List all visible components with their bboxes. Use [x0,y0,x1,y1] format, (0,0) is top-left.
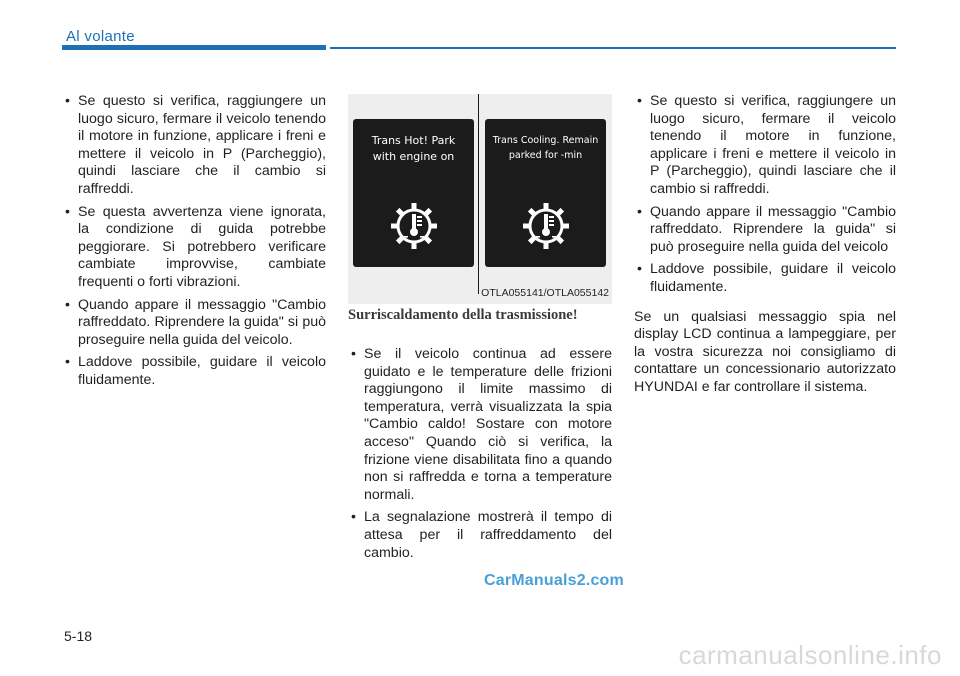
screen-message-line: parked for -min [508,150,583,161]
section-heading: Surriscaldamento della trasmissione! [348,307,578,323]
screen-message-line: with engine on [372,150,455,163]
figure-caption: OTLA055141/OTLA055142 [481,287,609,299]
middle-bullet-list [348,346,612,562]
bullet-item: • Quando appare il messaggio "Cambio raffreddato. Riprendere la guida" si può proseguire nella guida del veicolo. [62,297,326,350]
cluster-warning-figure [348,94,612,304]
page-number: 5-18 [64,628,93,644]
right-column [634,93,896,411]
bullet-item: • Se questo si verifica, raggiungere un luogo sicuro, fermare il veicolo tenendo il motore in funzione, applicare i freni e mettere il veicolo in P (Parcheggio), quindi lasciare che il cambio si raffreddi. [62,93,326,199]
header-rule-thick [62,45,326,50]
bullet-item: • Se questa avvertenza viene ignorata, la condizione di guida potrebbe peggiorare. Si potrebbero verificare cambiate improvvise, cambiate frequenti o forti vibrazioni. [62,204,326,292]
bullet-item: • Se il veicolo continua ad essere guidato e le temperature delle frizioni raggiungono il limite massimo di temperatura, verrà visualizzata la spia "Cambio caldo! Sostare con motore acceso" Quando ciò si verifica, la frizione viene disabilitata fino a quando non si raffredda e torna a temperature normali. [348,346,612,504]
bullet-item: • Laddove possibile, guidare il veicolo fluidamente. [634,261,896,296]
header-rule-thin [330,47,896,49]
trans-cooling-screen [485,119,606,267]
bullet-item: • Quando appare il messaggio "Cambio raffreddato. Riprendere la guida" si può proseguire nella guida del veicolo [634,204,896,257]
screen-message-line: Trans Cooling. Remain [492,135,599,146]
left-bullet-list [62,93,326,390]
bullet-item: • La segnalazione mostrerà il tempo di attesa per il raffreddamento del cambio. [348,509,612,562]
right-bullet-list [634,93,896,297]
trans-hot-screen [353,119,474,267]
transmission-temp-gear-icon [387,199,441,253]
transmission-temp-gear-icon [519,199,573,253]
screen-message-line: Trans Hot! Park [371,134,456,147]
left-column [62,93,326,395]
figure-divider [478,94,479,294]
body-paragraph: Se un qualsiasi messaggio spia nel display LCD continua a lampeggiare, per la vostra sicurezza noi consigliamo di contattare un concessionario autorizzato HYUNDAI e far controllare il sistema. [634,308,896,395]
bullet-item: • Se questo si verifica, raggiungere un luogo sicuro, fermare il veicolo tenendo il motore in funzione, applicare i freni e mettere il veicolo in P (Parcheggio), quindi lasciare che il cambio si raffreddi. [634,93,896,199]
site-watermark: carmanualsonline.info [678,640,942,670]
middle-column [348,346,612,567]
section-header: Al volante [66,28,135,45]
bullet-item: • Laddove possibile, guidare il veicolo fluidamente. [62,354,326,389]
carmanuals-watermark-link[interactable]: CarManuals2.com [484,572,624,589]
